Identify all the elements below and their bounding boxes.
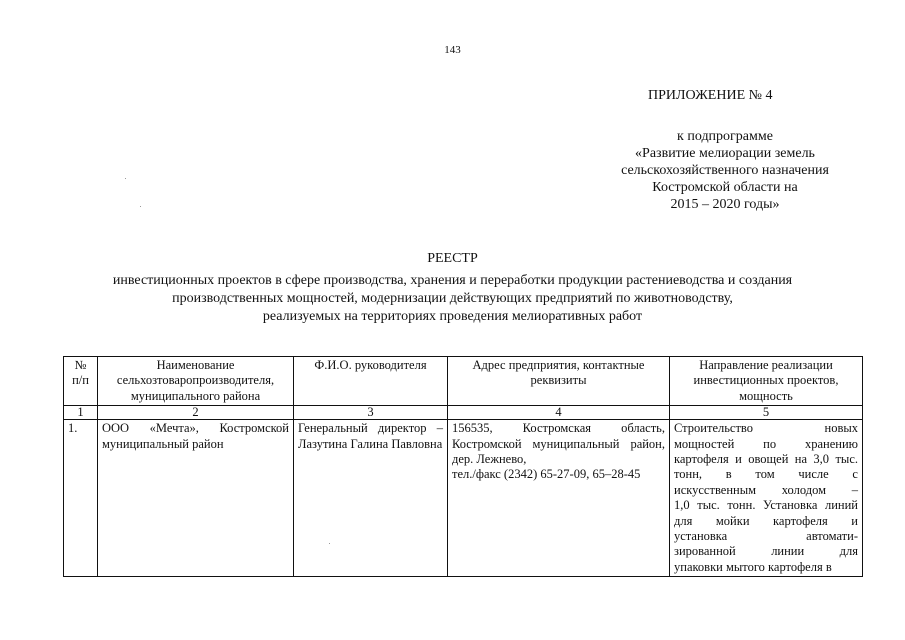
registry-subtitle-line: инвестиционных проектов в сфере производства, хранения и переработки продукции растениеводства и создания: [112, 273, 793, 288]
scan-speck: [125, 178, 126, 179]
direction-line: мощностей по хранению: [674, 436, 858, 451]
producer-cell: ООО «Мечта», Костромской муниципальный район: [98, 420, 294, 577]
address-line: 156535, Костромская область, Костромской муниципальный район, дер. Лежнево,: [452, 421, 665, 467]
column-number: 4: [448, 406, 670, 420]
column-number: 2: [98, 406, 294, 420]
scan-speck: [140, 206, 141, 207]
header-director: Ф.И.О. руководителя: [294, 357, 448, 406]
registry-subtitle-line: реализуемых на территориях проведения мелиоративных работ: [262, 309, 643, 324]
header-address: Адрес предприятия, контактные реквизиты: [448, 357, 670, 406]
address-cell: [448, 420, 670, 577]
appendix-subtitle-line: сельскохозяйственного назначения: [621, 163, 829, 178]
table-header-row: [64, 357, 863, 406]
direction-line: 1,0 тыс. тонн. Установка линий: [674, 498, 858, 513]
direction-line: тонн, в том числе с: [674, 467, 858, 482]
header-number: № п/п: [64, 357, 98, 406]
direction-line: Строительство новых: [674, 421, 858, 436]
direction-line: зированной линии для: [674, 544, 858, 559]
column-number: 5: [670, 406, 863, 420]
header-direction: Направление реализации инвестиционных проектов, мощность: [670, 357, 863, 406]
scan-speck: [329, 543, 330, 544]
page-number: 143: [444, 44, 461, 56]
appendix-subtitle-line: 2015 – 2020 годы»: [670, 197, 780, 212]
registry-subtitle-line: производственных мощностей, модернизации действующих предприятий по животноводству,: [172, 291, 733, 306]
appendix-title: ПРИЛОЖЕНИЕ № 4: [648, 88, 773, 103]
direction-line: искусственным холодом –: [674, 482, 858, 497]
direction-line: для мойки картофеля и: [674, 513, 858, 528]
address-line: тел./факс (2342) 65-27-09, 65–28-45: [452, 467, 641, 482]
column-number: 1: [64, 406, 98, 420]
appendix-subtitle: [560, 128, 890, 213]
direction-line: упаковки мытого картофеля в: [674, 559, 832, 574]
appendix-subtitle-line: Костромской области на: [652, 180, 798, 195]
appendix-subtitle-line: «Развитие мелиорации земель: [635, 146, 815, 161]
table-row: [64, 420, 863, 577]
registry-title: РЕЕСТР: [427, 251, 478, 266]
appendix-subtitle-line: к подпрограмме: [677, 129, 773, 144]
column-number-row: [64, 406, 863, 420]
registry-subtitle: [40, 272, 865, 326]
column-number: 3: [294, 406, 448, 420]
direction-line: картофеля и овощей на 3,0 тыс.: [674, 452, 858, 467]
row-number: 1.: [64, 420, 98, 577]
header-producer: Наименование сельхозтоваропроизводителя, муниципального района: [98, 357, 294, 406]
registry-table: [63, 356, 863, 577]
direction-line: установка автомати-: [674, 529, 858, 544]
direction-cell: [670, 420, 863, 577]
director-cell: Генеральный директор – Лазутина Галина Павловна: [294, 420, 448, 577]
